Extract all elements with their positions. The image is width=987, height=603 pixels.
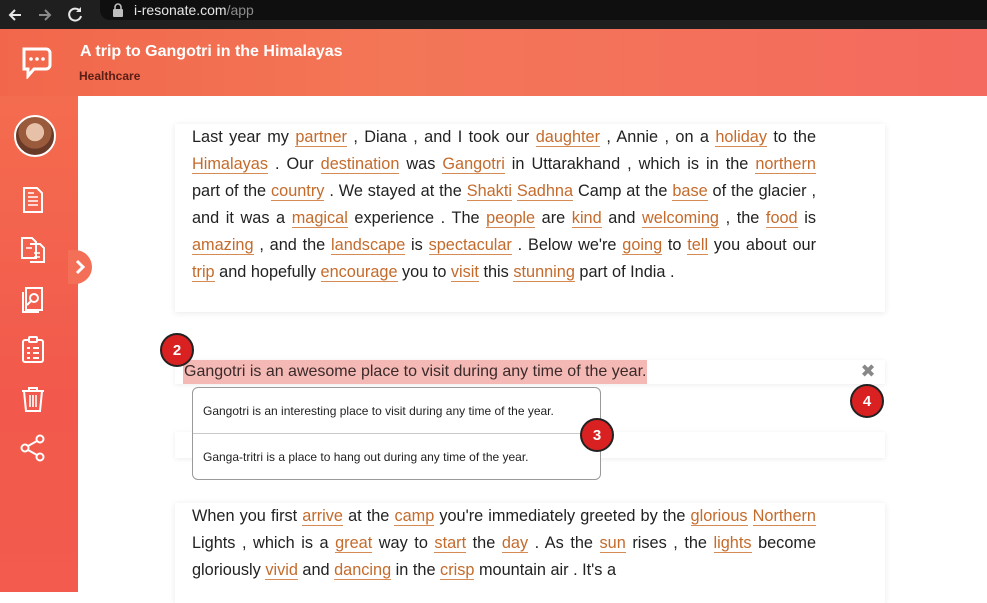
text-segment: is — [797, 209, 816, 227]
text-segment: to — [662, 236, 688, 254]
selected-sentence[interactable]: Gangotri is an awesome place to visit during any time of the year. — [183, 360, 647, 384]
highlighted-word[interactable]: trip — [192, 263, 215, 281]
highlighted-word[interactable]: holiday — [715, 128, 767, 146]
highlighted-word[interactable]: base — [672, 182, 708, 200]
sidebar — [0, 96, 78, 592]
text-segment: way to — [372, 534, 435, 552]
highlighted-word[interactable]: sun — [599, 534, 626, 552]
highlighted-word[interactable]: arrive — [302, 507, 343, 525]
highlighted-word[interactable]: stunning — [513, 263, 575, 281]
highlighted-word[interactable]: crisp — [440, 561, 475, 579]
text-segment: in the — [391, 561, 441, 579]
highlighted-word[interactable]: amazing — [192, 236, 254, 254]
step-badge: 4 — [850, 384, 884, 418]
text-segment: to the — [766, 128, 816, 146]
highlighted-word[interactable]: Shakti — [466, 182, 512, 200]
highlighted-word[interactable]: glorious — [690, 507, 748, 525]
highlighted-word[interactable]: great — [335, 534, 373, 552]
highlighted-word[interactable]: welcoming — [642, 209, 719, 227]
highlighted-word[interactable]: destination — [320, 155, 400, 173]
text-segment: , and the — [253, 236, 332, 254]
text-segment: are — [535, 209, 572, 227]
expand-sidebar-button[interactable] — [68, 250, 92, 284]
paragraph-text — [192, 124, 816, 286]
text-segment: of the glacier , and it was a — [192, 182, 816, 227]
search-document-icon[interactable] — [18, 285, 48, 315]
text-segment: Last year my — [192, 128, 296, 146]
highlighted-word[interactable]: dancing — [334, 561, 392, 579]
text-segment: , Diana , and I took our — [346, 128, 536, 146]
paragraph-text — [192, 503, 816, 584]
trash-icon[interactable] — [18, 384, 48, 414]
highlighted-word[interactable]: Sadhna — [516, 182, 574, 200]
text-segment: Camp at the — [573, 182, 673, 200]
highlighted-word[interactable]: encourage — [320, 263, 398, 281]
app-header — [0, 29, 987, 96]
highlighted-word[interactable]: Gangotri — [442, 155, 505, 173]
text-segment: and — [297, 561, 335, 579]
highlighted-word[interactable]: lights — [713, 534, 752, 552]
highlighted-word[interactable]: visit — [450, 263, 479, 281]
highlighted-word[interactable]: spectacular — [428, 236, 512, 254]
text-segment: . Our — [268, 155, 321, 173]
highlighted-word[interactable]: kind — [571, 209, 602, 227]
text-segment: experience . The — [347, 209, 487, 227]
page-title: A trip to Gangotri in the Himalayas — [80, 43, 343, 60]
highlighted-word[interactable]: going — [622, 236, 663, 254]
text-segment: . Below we're — [511, 236, 623, 254]
text-segment: this — [478, 263, 514, 281]
highlighted-word[interactable]: start — [434, 534, 467, 552]
text-segment: part of India . — [574, 263, 675, 281]
highlighted-word[interactable]: Himalayas — [192, 155, 269, 173]
text-segment — [748, 507, 753, 525]
text-segment: . We stayed at the — [324, 182, 467, 200]
reload-icon[interactable] — [60, 0, 90, 29]
highlighted-word[interactable]: day — [501, 534, 529, 552]
highlighted-word[interactable]: people — [486, 209, 536, 227]
highlighted-word[interactable]: camp — [394, 507, 435, 525]
highlighted-word[interactable]: food — [765, 209, 798, 227]
text-segment: mountain air . It's a — [474, 561, 617, 579]
highlighted-word[interactable]: daughter — [535, 128, 601, 146]
text-segment: you're immediately greeted by the — [434, 507, 691, 525]
text-segment: and hopefully — [214, 263, 321, 281]
highlighted-word[interactable]: northern — [755, 155, 816, 173]
highlighted-word[interactable]: country — [271, 182, 325, 200]
text-segment: , the — [718, 209, 766, 227]
back-icon[interactable] — [0, 0, 30, 29]
avatar[interactable] — [14, 115, 56, 157]
compare-documents-icon[interactable] — [18, 235, 48, 265]
text-segment: rises , the — [625, 534, 714, 552]
text-segment: in Uttarakhand , which is in the — [504, 155, 756, 173]
text-segment: Lights , which is a — [192, 534, 336, 552]
text-segment: was — [399, 155, 443, 173]
text-segment: you about our — [708, 236, 816, 254]
text-segment: When you first — [192, 507, 303, 525]
text-segment: become gloriously — [192, 534, 816, 579]
highlighted-word[interactable]: magical — [291, 209, 348, 227]
text-segment: , Annie , on a — [600, 128, 716, 146]
forward-icon[interactable] — [30, 0, 60, 29]
text-segment: part of the — [192, 182, 271, 200]
highlighted-word[interactable]: tell — [687, 236, 709, 254]
text-segment: . As the — [528, 534, 600, 552]
step-badge: 3 — [580, 418, 614, 452]
browser-toolbar — [0, 0, 987, 29]
suggestions-dropdown — [192, 387, 601, 480]
clipboard-checklist-icon[interactable] — [18, 335, 48, 365]
share-icon[interactable] — [18, 433, 48, 463]
text-segment: at the — [342, 507, 395, 525]
step-badge: 2 — [160, 333, 194, 367]
highlighted-word[interactable]: partner — [295, 128, 347, 146]
text-segment: and — [601, 209, 643, 227]
category-label: Healthcare — [79, 69, 141, 83]
close-icon[interactable]: ✖ — [860, 361, 876, 381]
text-segment: is — [405, 236, 429, 254]
url-path: /app — [226, 2, 254, 18]
text-segment: you to — [397, 263, 451, 281]
suggestion-item[interactable]: Gangotri is an interesting place to visit during any time of the year. — [193, 388, 600, 434]
text-segment: the — [466, 534, 502, 552]
highlighted-word[interactable]: landscape — [331, 236, 406, 254]
document-icon[interactable] — [18, 185, 48, 215]
address-bar[interactable] — [100, 0, 987, 20]
logo-icon[interactable] — [20, 45, 54, 79]
highlighted-word[interactable]: Northern — [752, 507, 816, 525]
lock-icon — [112, 3, 124, 17]
highlighted-word[interactable]: vivid — [265, 561, 298, 579]
suggestion-item[interactable]: Ganga-tritri is a place to hang out during any time of the year. — [203, 450, 529, 464]
url-host: i-resonate.com — [134, 2, 227, 18]
chevron-right-icon — [74, 259, 86, 275]
